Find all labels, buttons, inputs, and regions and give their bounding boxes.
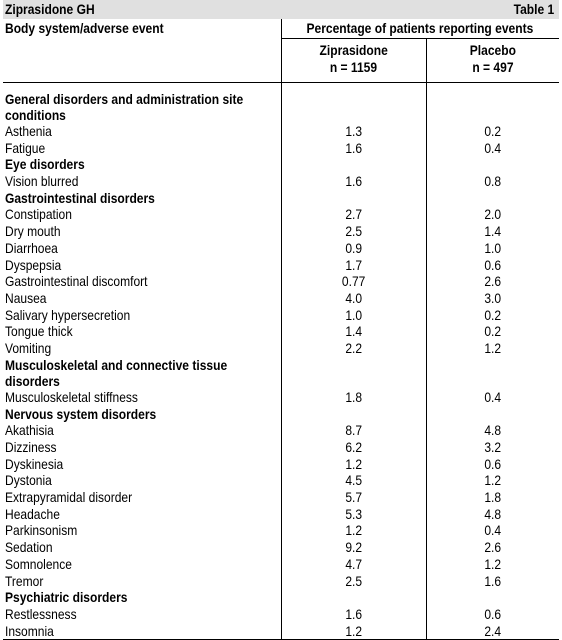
- event-label: Fatigue: [3, 140, 281, 157]
- event-label: Constipation: [3, 206, 281, 223]
- ziprasidone-value: 1.2: [281, 522, 426, 539]
- ziprasidone-value: 0.9: [281, 240, 426, 257]
- placebo-value: 2.0: [426, 206, 559, 223]
- header-gap: [3, 83, 559, 92]
- category-label: Gastrointestinal disorders: [3, 190, 281, 207]
- event-label: Salivary hypersecretion: [3, 307, 281, 324]
- placebo-value: 1.0: [426, 240, 559, 257]
- event-label: Dystonia: [3, 472, 281, 489]
- event-row: [3, 273, 559, 290]
- category-row: [3, 156, 559, 173]
- event-label: Somnolence: [3, 556, 281, 573]
- event-label: Restlessness: [3, 606, 281, 623]
- event-row: [3, 389, 559, 406]
- event-label: Extrapyramidal disorder: [3, 489, 281, 506]
- placebo-value: 0.2: [426, 323, 559, 340]
- placebo-value: 2.4: [426, 623, 559, 640]
- placebo-value: 0.4: [426, 140, 559, 157]
- category-row: [3, 406, 559, 423]
- placebo-value: 0.8: [426, 173, 559, 190]
- event-row: [3, 556, 559, 573]
- placebo-value: 0.2: [426, 307, 559, 324]
- placebo-value: 1.4: [426, 223, 559, 240]
- placebo-value: 1.8: [426, 489, 559, 506]
- adverse-events-table: [3, 19, 559, 640]
- ziprasidone-value: 8.7: [281, 422, 426, 439]
- title-bar: [3, 0, 559, 19]
- header-spacer: [3, 39, 281, 83]
- category-row: [3, 357, 559, 389]
- ziprasidone-value: 1.2: [281, 623, 426, 640]
- ziprasidone-value: 2.7: [281, 206, 426, 223]
- table-body: [3, 83, 559, 640]
- ziprasidone-value: 1.8: [281, 389, 426, 406]
- placebo-value: 0.6: [426, 456, 559, 473]
- placebo-value: 4.8: [426, 422, 559, 439]
- ziprasidone-value: 0.77: [281, 273, 426, 290]
- event-label: Dyskinesia: [3, 456, 281, 473]
- event-row: [3, 623, 559, 640]
- ziprasidone-value: 2.5: [281, 223, 426, 240]
- event-label: Gastrointestinal discomfort: [3, 273, 281, 290]
- table-label: Table 1: [513, 0, 554, 19]
- event-row: [3, 422, 559, 439]
- event-row: [3, 257, 559, 274]
- ziprasidone-value: 1.7: [281, 257, 426, 274]
- category-row: [3, 589, 559, 606]
- ziprasidone-value: 4.5: [281, 472, 426, 489]
- event-label: Headache: [3, 506, 281, 523]
- document-title: Ziprasidone GH: [5, 0, 95, 19]
- category-label: General disorders and administration site conditions: [3, 91, 281, 123]
- event-label: Sedation: [3, 539, 281, 556]
- event-row: [3, 606, 559, 623]
- placebo-value: 3.2: [426, 439, 559, 456]
- event-row: [3, 123, 559, 140]
- ziprasidone-value: 5.3: [281, 506, 426, 523]
- placebo-value: 3.0: [426, 290, 559, 307]
- event-row: [3, 489, 559, 506]
- placebo-value: 4.8: [426, 506, 559, 523]
- event-label: Akathisia: [3, 422, 281, 439]
- event-row: [3, 472, 559, 489]
- event-label: Tongue thick: [3, 323, 281, 340]
- ziprasidone-value: 2.2: [281, 340, 426, 357]
- placebo-value: 1.2: [426, 340, 559, 357]
- event-row: [3, 140, 559, 157]
- event-label: Asthenia: [3, 123, 281, 140]
- ziprasidone-value: 4.7: [281, 556, 426, 573]
- event-label: Dyspepsia: [3, 257, 281, 274]
- ziprasidone-value: 4.0: [281, 290, 426, 307]
- placebo-value: 0.4: [426, 389, 559, 406]
- placebo-value: 2.6: [426, 539, 559, 556]
- event-row: [3, 539, 559, 556]
- body-system-header: Body system/adverse event: [3, 19, 281, 39]
- percentage-header: Percentage of patients reporting events: [281, 19, 559, 39]
- event-label: Nausea: [3, 290, 281, 307]
- event-row: [3, 522, 559, 539]
- event-label: Insomnia: [3, 623, 281, 640]
- placebo-value: 1.6: [426, 573, 559, 590]
- ziprasidone-value: 6.2: [281, 439, 426, 456]
- placebo-value: 1.2: [426, 472, 559, 489]
- event-row: [3, 506, 559, 523]
- category-row: [3, 91, 559, 123]
- ziprasidone-value: 1.2: [281, 456, 426, 473]
- event-row: [3, 573, 559, 590]
- event-row: [3, 456, 559, 473]
- event-label: Parkinsonism: [3, 522, 281, 539]
- event-label: Dry mouth: [3, 223, 281, 240]
- category-label: Eye disorders: [3, 156, 281, 173]
- placebo-value: 1.2: [426, 556, 559, 573]
- event-label: Tremor: [3, 573, 281, 590]
- event-row: [3, 173, 559, 190]
- ziprasidone-value: 2.5: [281, 573, 426, 590]
- ziprasidone-column-header: Ziprasidone n = 1159: [281, 39, 426, 83]
- event-row: [3, 240, 559, 257]
- event-label: Vomiting: [3, 340, 281, 357]
- ziprasidone-value: 1.6: [281, 606, 426, 623]
- event-label: Dizziness: [3, 439, 281, 456]
- ziprasidone-value: 1.3: [281, 123, 426, 140]
- placebo-value: 0.2: [426, 123, 559, 140]
- ziprasidone-value: 1.0: [281, 307, 426, 324]
- event-row: [3, 206, 559, 223]
- category-label: Musculoskeletal and connective tissue disorders: [3, 357, 281, 389]
- event-row: [3, 290, 559, 307]
- event-row: [3, 439, 559, 456]
- event-label: Diarrhoea: [3, 240, 281, 257]
- ziprasidone-value: 1.6: [281, 173, 426, 190]
- placebo-value: 0.4: [426, 522, 559, 539]
- ziprasidone-value: 5.7: [281, 489, 426, 506]
- event-label: Musculoskeletal stiffness: [3, 389, 281, 406]
- category-label: Psychiatric disorders: [3, 589, 281, 606]
- category-label: Nervous system disorders: [3, 406, 281, 423]
- ziprasidone-value: 1.4: [281, 323, 426, 340]
- category-row: [3, 190, 559, 207]
- event-label: Vision blurred: [3, 173, 281, 190]
- ziprasidone-value: 1.6: [281, 140, 426, 157]
- event-row: [3, 223, 559, 240]
- event-row: [3, 323, 559, 340]
- document-page: [3, 0, 559, 640]
- ziprasidone-value: 9.2: [281, 539, 426, 556]
- placebo-value: 0.6: [426, 257, 559, 274]
- placebo-column-header: Placebo n = 497: [426, 39, 559, 83]
- event-row: [3, 340, 559, 357]
- event-row: [3, 307, 559, 324]
- placebo-value: 0.6: [426, 606, 559, 623]
- placebo-value: 2.6: [426, 273, 559, 290]
